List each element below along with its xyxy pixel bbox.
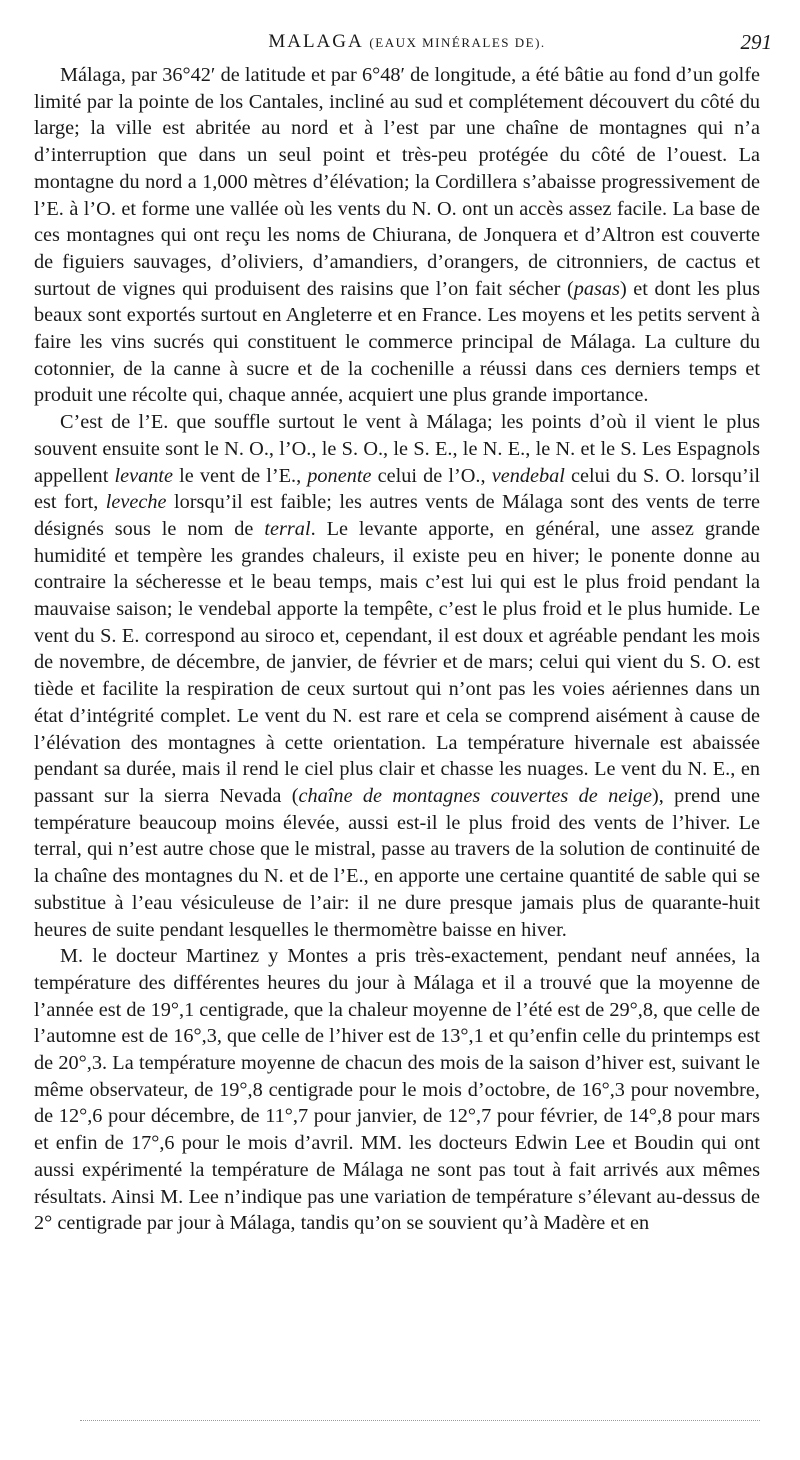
italic-term: ponente bbox=[307, 464, 372, 487]
running-title-main: MALAGA bbox=[268, 31, 363, 52]
paragraph bbox=[34, 943, 760, 1237]
text-run: ), prend une température beaucoup moins élevée, aussi est-il le plus froid des vents de l’hiver. Le terral, qui n’est autre chose que le mistral, passe au travers de la solution de continuité de la chaîne des montagnes du N. et de l’E., en apporte une certaine quantité de sable qui se substitue à l’eau vésiculeuse de l’air: il ne dure presque jamais plus de quarante-huit heures de suite pendant lesquelles le thermomètre baisse en hiver. bbox=[34, 784, 760, 941]
text-run: C’est de l’E. que souffle surtout le vent à Málaga; les points d’où il vient le plus souvent ensuite sont le N. O., l’O., le S. O., le S. E., le N. E., le N. et le S. Les Espagnols appellent bbox=[34, 411, 760, 487]
running-title bbox=[34, 22, 780, 63]
italic-term: chaîne de montagnes couvertes de neige bbox=[298, 784, 653, 807]
paragraph bbox=[34, 409, 760, 943]
italic-term: vendebal bbox=[491, 464, 565, 487]
footer-rule bbox=[80, 1420, 760, 1421]
italic-term: leveche bbox=[105, 491, 167, 514]
page-number: 291 bbox=[740, 30, 772, 54]
running-head bbox=[34, 22, 780, 62]
text-run: . Le levante apporte, en général, une assez grande humidité et tempère les grandes chaleurs, il existe peu en hiver; le ponente donne au contraire la sécheresse et le beau temps, mais c’est lui qui est le plus froid pendant la mauvaise saison; le vendebal apporte la tempête, c’est le plus froid et le plus humide. Le vent du S. E. correspond au siroco et, cependant, il est doux et agréable pendant les mois de novembre, de décembre, de janvier, de février et de mars; celui qui vient du S. O. est tiède et facilite la respiration de ceux surtout qui n’ont pas les voies aériennes dans un état d’intégrité complet. Le vent du N. est rare et cela se comprend aisément à cause de l’élévation des montagnes à cette orientation. La température hivernale est abaissée pendant sa durée, mais il rend le ciel plus clair et chasse les nuages. Le vent du N. E., en passant sur la sierra Nevada ( bbox=[34, 517, 761, 807]
text-run: celui de l’O., bbox=[371, 464, 492, 487]
text-run: Málaga, par 36°42′ de latitude et par 6°48′ de longitude, a été bâtie au fond d’un golfe limité par la pointe de los Cantales, incliné au sud et complétement découvert du côté du large; la ville est abritée au nord et à l’est par une chaîne de montagnes qui n’a d’interruption que dans un seul point et très-peu protégée du côté de l’ouest. La montagne du nord a 1,000 mètres d’élévation; la Cordillera s’abaisse progressivement de l’E. à l’O. et forme une vallée où les vents du N. O. ont un accès assez facile. La base de ces montagnes qui ont reçu les noms de Chiurana, de Jonquera et d’Altron est couverte de figuiers sauvages, d’oliviers, d’amandiers, d’orangers, de citronniers, de cactus et surtout de vignes qui produisent des raisins que l’on fait sécher ( bbox=[34, 64, 760, 300]
text-run: celui du S. O. lorsqu’il est fort, bbox=[34, 464, 761, 514]
text-run: M. le docteur Martinez y Montes a pris très-exactement, pendant neuf années, la température des différentes heures du jour à Málaga et il a trouvé que la moyenne de l’année est de 19°,1 centigrade, que la chaleur moyenne de l’été est de 29°,8, que celle de l’automne est de 16°,3, que celle de l’hiver est de 13°,1 et qu’enfin celle du printemps est de 20°,3. La température moyenne de chacun des mois de la saison d’hiver est, suivant le même observateur, de 19°,8 centigrade pour le mois d’octobre, de 16°,3 pour novembre, de 12°,6 pour décembre, de 11°,7 pour janvier, de 12°,7 pour février, de 14°,8 pour mars et enfin de 17°,6 pour le mois d’avril. MM. les docteurs Edwin Lee et Boudin qui ont aussi expérimenté la température de Málaga ne sont pas tout à fait arrivés aux mêmes résultats. Ainsi M. Lee n’indique pas une variation de température s’élevant au-dessus de 2° centigrade par jour à Málaga, tandis qu’on se souvient qu’à Madère et en bbox=[34, 945, 760, 1235]
text-run: ) et dont les plus beaux sont exportés surtout en Angleterre et en France. Les moyens et les petits servent à faire les vins sucrés qui constituent le commerce principal de Málaga. La culture du cotonnier, de la canne à sucre et de la cochenille a réussi dans ces derniers temps et produit une récolte qui, chaque année, acquiert une plus grande importance. bbox=[34, 277, 760, 407]
paragraph bbox=[34, 62, 760, 409]
text-run: le vent de l’E., bbox=[173, 464, 308, 487]
italic-term: terral bbox=[264, 517, 311, 540]
body-text bbox=[34, 62, 760, 1237]
italic-term: levante bbox=[114, 464, 174, 487]
italic-term: pasas bbox=[573, 277, 620, 300]
text-run: lorsqu’il est faible; les autres vents de Málaga sont des vents de terre désignés sous le nom de bbox=[34, 491, 760, 540]
running-title-sub: (EAUX MINÉRALES DE). bbox=[369, 35, 546, 50]
